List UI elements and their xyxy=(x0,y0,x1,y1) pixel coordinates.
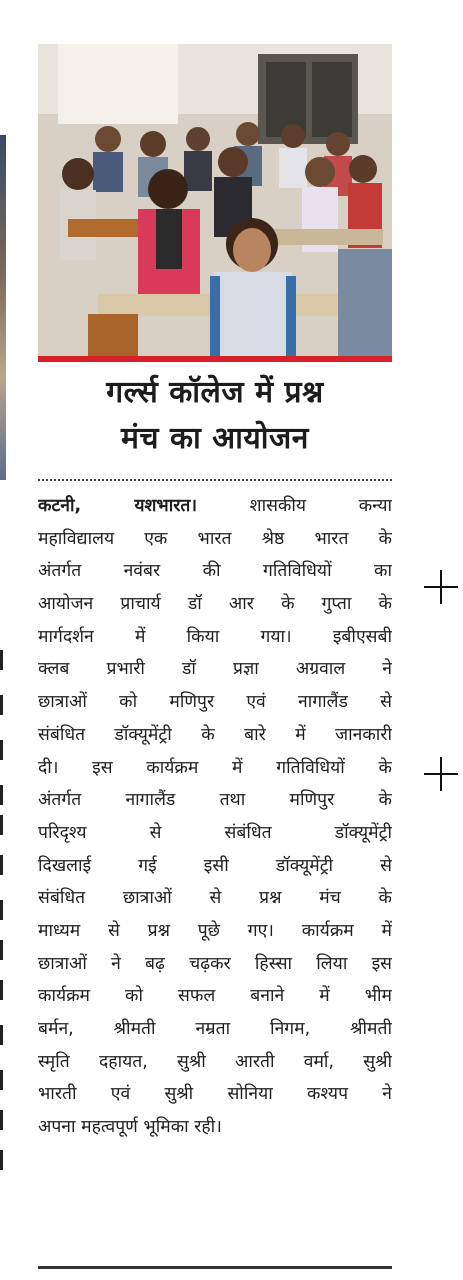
article-line: क्लब प्रभारी डॉ प्रज्ञा अग्रवाल ने xyxy=(38,659,392,680)
article-line: दिखलाई गई इसी डॉक्यूमेंट्री से xyxy=(38,855,392,876)
article-line: छात्राओं को मणिपुर एवं नागालैंड से xyxy=(38,692,392,713)
adjacent-column-photo-fragment xyxy=(0,135,6,480)
article-line: अंतर्गत नवंबर की गतिविधियों का xyxy=(38,561,392,582)
classroom-students-photo xyxy=(38,44,392,356)
article-line: भारती एवं सुश्री सोनिया कश्यप ने xyxy=(38,1084,392,1105)
article-line: स्मृति दहायत, सुश्री आरती वर्मा, सुश्री xyxy=(38,1051,392,1072)
article-line: आयोजन प्राचार्य डॉ आर के गुप्ता के xyxy=(38,594,392,615)
article-line: संबंधित डॉक्यूमेंट्री के बारे में जानकारी xyxy=(38,724,392,745)
headline-line-2: मंच का आयोजन xyxy=(121,421,309,456)
article-body xyxy=(38,490,392,1144)
accent-bar xyxy=(38,356,392,362)
registration-crosshair-icon xyxy=(424,570,458,604)
bottom-rule xyxy=(38,1266,392,1269)
article-line: महाविद्यालय एक भारत श्रेष्ठ भारत के xyxy=(38,528,392,549)
headline-line-1: गर्ल्स कॉलेज में प्रश्न xyxy=(106,375,324,410)
article-headline xyxy=(38,370,392,462)
headline-divider xyxy=(38,479,392,481)
article-line: कार्यक्रम को सफल बनाने में भीम xyxy=(38,986,392,1007)
article-line: अपना महत्वपूर्ण भूमिका रही। xyxy=(38,1117,222,1138)
article-line: मार्गदर्शन में किया गया। इबीएसबी xyxy=(38,626,392,647)
registration-crosshair-icon xyxy=(424,757,458,791)
article-line: छात्राओं ने बढ़ चढ़कर हिस्सा लिया इस xyxy=(38,953,392,974)
article-line: अंतर्गत नागालैंड तथा मणिपुर के xyxy=(38,790,392,811)
dateline: कटनी, यशभारत। xyxy=(38,496,197,516)
article-line: कटनी, यशभारत। शासकीय कन्या xyxy=(38,496,392,516)
article-line: दी। इस कार्यक्रम में गतिविधियों के xyxy=(38,757,392,778)
article-line: संबंधित छात्राओं से प्रश्न मंच के xyxy=(38,888,392,909)
article-line: माध्यम से प्रश्न पूछे गए। कार्यक्रम में xyxy=(38,920,392,941)
adjacent-column-text-fragment xyxy=(0,650,8,1190)
article-line: परिदृश्य से संबंधित डॉक्यूमेंट्री xyxy=(38,822,392,843)
article-line: बर्मन, श्रीमती नम्रता निगम, श्रीमती xyxy=(38,1019,392,1039)
